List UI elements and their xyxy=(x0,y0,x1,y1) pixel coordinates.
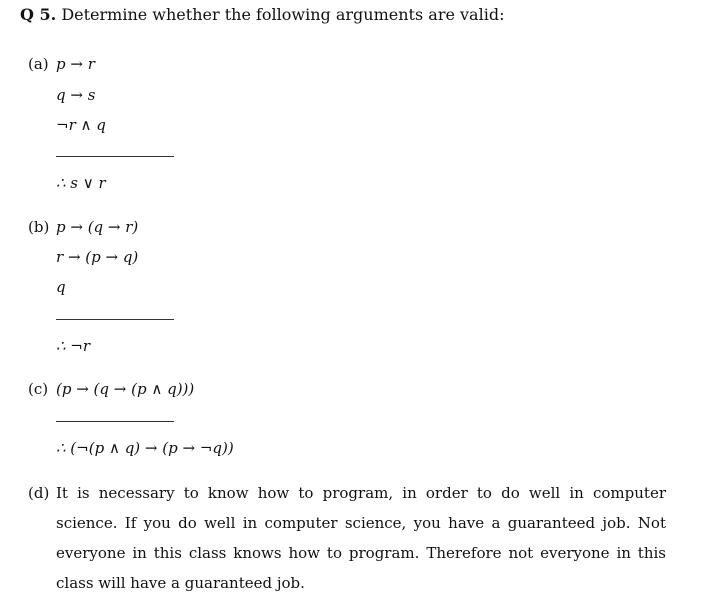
part-b-label: (b) xyxy=(28,218,50,236)
part-b-divider xyxy=(56,319,174,320)
part-d-label: (d) xyxy=(28,484,50,502)
part-a-conclusion: ∴ s ∨ r xyxy=(56,174,106,192)
part-a-premise-3: ¬r ∧ q xyxy=(56,116,106,134)
part-c-divider xyxy=(56,421,174,422)
question-header xyxy=(20,5,504,24)
part-a-divider xyxy=(56,156,174,157)
question-number: Q 5. xyxy=(20,5,57,24)
part-a-premise-1: p → r xyxy=(56,55,95,73)
part-b-premise-2: r → (p → q) xyxy=(56,248,139,266)
part-b-premise-3: q xyxy=(56,278,66,296)
part-a-premise-2: q → s xyxy=(56,86,96,104)
part-b-conclusion: ∴ ¬r xyxy=(56,337,91,355)
part-b-premise-1: p → (q → r) xyxy=(56,218,139,236)
part-a-label: (a) xyxy=(28,55,49,73)
question-prompt: Determine whether the following arguments are valid: xyxy=(61,5,505,24)
part-c-conclusion: ∴ (¬(p ∧ q) → (p → ¬q)) xyxy=(56,439,234,457)
part-c-label: (c) xyxy=(28,380,49,398)
part-c-premise-1: (p → (q → (p ∧ q))) xyxy=(56,380,195,398)
part-d-paragraph: It is necessary to know how to program, in order to do well in computer science. If you do well in computer science, you have a guaranteed job. Not everyone in this class knows how to program. Therefore not everyone in this class will have a guaranteed job. xyxy=(56,484,666,592)
